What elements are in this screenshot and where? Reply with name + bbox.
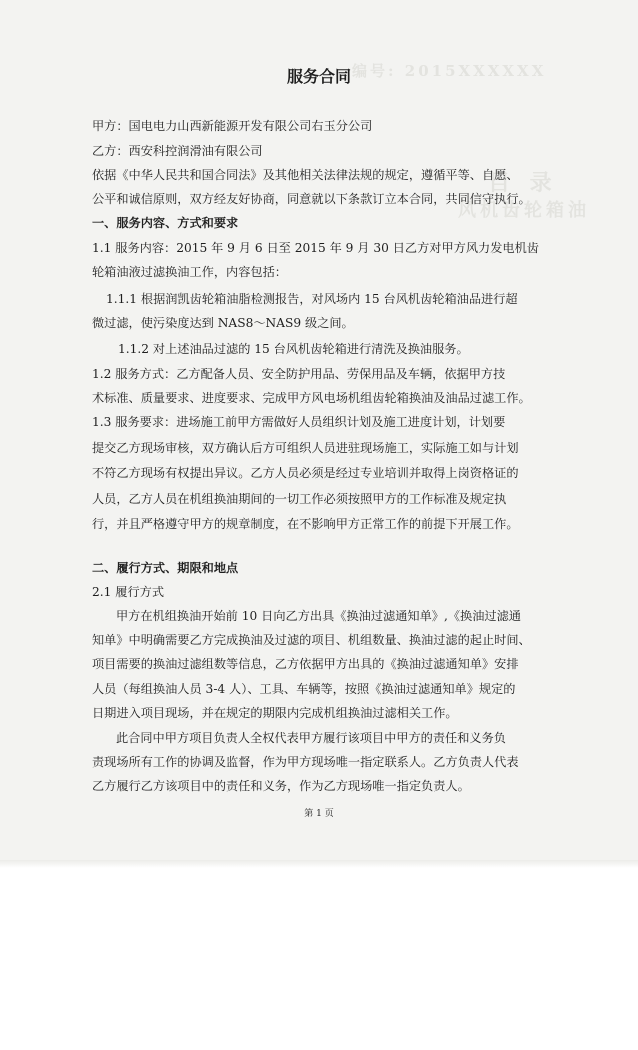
clause-1-2-line: 1.2 服务方式：乙方配备人员、安全防护用品、劳保用品及车辆，依据甲方技	[92, 367, 506, 381]
document-title: 服务合同	[286, 67, 351, 86]
clause-1-3-line: 人员，乙方人员在机组换油期间的一切工作必须按照甲方的工作标准及规定执	[92, 492, 507, 506]
section-2-para-2-line: 责现场所有工作的协调及监督，作为甲方现场唯一指定联系人。乙方负责人代表	[92, 755, 519, 769]
subsection-2-1: 2.1 履行方式	[92, 585, 165, 599]
page-number: 第 1 页	[304, 809, 334, 819]
section-2-para-1-line: 项目需要的换油过滤组数等信息，乙方依据甲方出具的《换油过滤通知单》安排	[92, 657, 519, 671]
clause-1-1-line: 1.1 服务内容：2015 年 9 月 6 日至 2015 年 9 月 30 日乙方对甲方风力发电机齿	[92, 241, 539, 255]
clause-1-3-line: 行，并且严格遵守甲方的规章制度，在不影响甲方正常工作的前提下开展工作。	[92, 517, 519, 531]
section-2-para-1-line: 甲方在机组换油开始前 10 日向乙方出具《换油过滤通知单》,《换油过滤通	[116, 609, 521, 623]
section-2-para-1-line: 日期进入项目现场，并在规定的期限内完成机组换油过滤相关工作。	[92, 706, 458, 720]
preamble-line: 公平和诚信原则，双方经友好协商，同意就以下条款订立本合同，共同信守执行。	[92, 192, 531, 206]
party-a: 甲方：国电电力山西新能源开发有限公司右玉分公司	[92, 119, 373, 133]
clause-1-1-line: 轮箱油液过滤换油工作，内容包括：	[92, 265, 287, 279]
clause-1-3-line: 提交乙方现场审核，双方确认后方可组织人员进驻现场施工，实际施工如与计划	[92, 441, 519, 455]
section-2-para-2-line: 乙方履行乙方该项目中的责任和义务，作为乙方现场唯一指定负责人。	[92, 779, 470, 793]
section-1-heading: 一、服务内容、方式和要求	[92, 216, 239, 230]
clause-1-1-2-line: 1.1.2 对上述油品过滤的 15 台风机齿轮箱进行清洗及换油服务。	[118, 342, 469, 356]
clause-1-2-line: 术标准、质量要求、进度要求、完成甲方风电场机组齿轮箱换油及油品过滤工作。	[92, 391, 531, 405]
party-b: 乙方：西安科控润滑油有限公司	[92, 144, 263, 158]
scan-edge	[0, 860, 638, 868]
bleed-through-text: 编号: 2015XXXXXX	[352, 62, 547, 80]
section-2-para-2-line: 此合同中甲方项目负责人全权代表甲方履行该项目中甲方的责任和义务负	[116, 731, 506, 745]
section-2-para-1-line: 人员（每组换油人员 3-4 人）、工具、车辆等，按照《换油过滤通知单》规定的	[92, 682, 516, 696]
section-2-heading: 二、履行方式、期限和地点	[92, 561, 239, 575]
bleed-through-text: 目 录	[488, 170, 558, 196]
bleed-through-text: 风机齿轮箱油	[458, 200, 590, 221]
clause-1-1-1-line: 1.1.1 根据润凯齿轮箱油脂检测报告，对风场内 15 台风机齿轮箱油品进行超	[106, 292, 518, 306]
clause-1-1-1-line: 微过滤，使污染度达到 NAS8～NAS9 级之间。	[92, 316, 354, 330]
preamble-line: 依据《中华人民共和国合同法》及其他相关法律法规的规定，遵循平等、自愿、	[92, 168, 519, 182]
clause-1-3-line: 1.3 服务要求：进场施工前甲方需做好人员组织计划及施工进度计划，计划要	[92, 415, 506, 429]
section-2-para-1-line: 知单》中明确需要乙方完成换油及过滤的项目、机组数量、换油过滤的起止时间、	[92, 633, 531, 647]
clause-1-3-line: 不符乙方现场有权提出异议。乙方人员必须是经过专业培训并取得上岗资格证的	[92, 466, 519, 480]
